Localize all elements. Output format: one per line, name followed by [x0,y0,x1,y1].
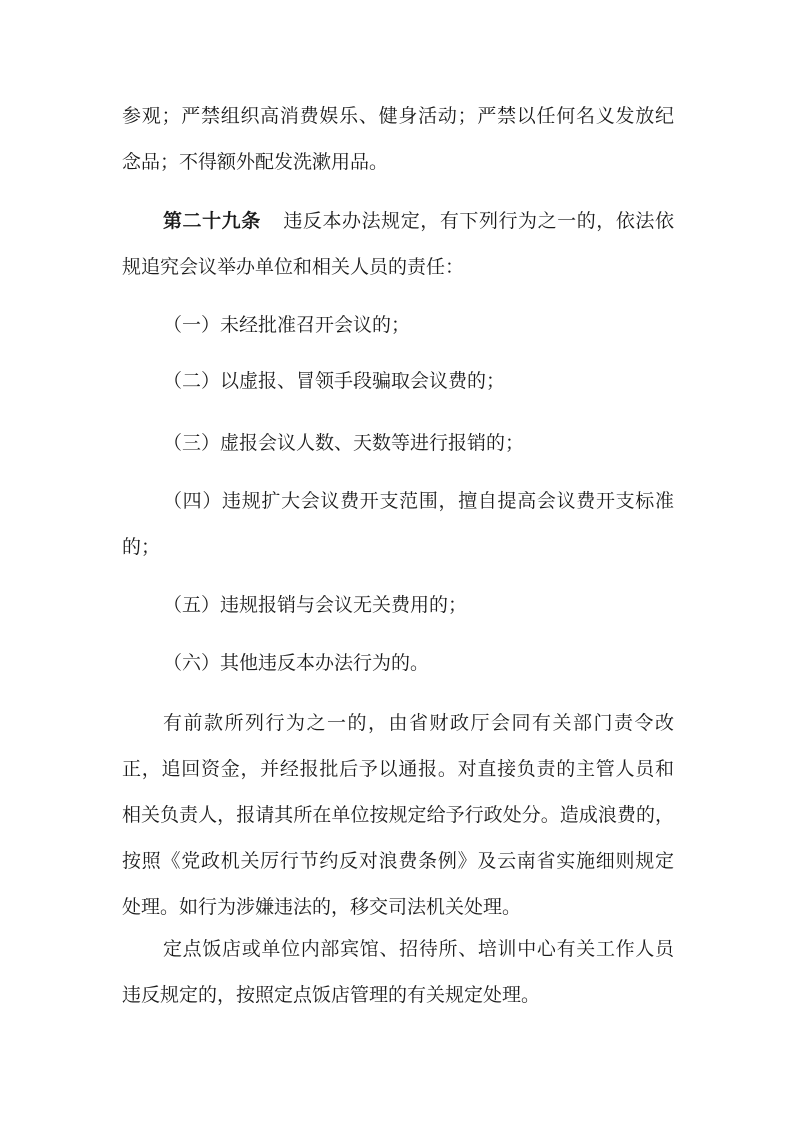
list-item-2 [122,368,674,394]
article-29-paragraph [122,208,674,280]
text-line: 正，追回资金，并经报批后予以通报。对直接负责的主管人员和 [122,758,674,780]
text-line: 定点饭店或单位内部宾馆、招待所、培训中心有关工作人员 [163,938,674,960]
penalty-paragraph [122,710,674,920]
text-line: 规追究会议举办单位和相关人员的责任： [122,256,465,278]
hotel-staff-paragraph [122,936,674,1008]
text-line: 处理。如行为涉嫌违法的，移交司法机关处理。 [122,896,522,918]
text-line: （二）以虚报、冒领手段骗取会议费的； [163,370,506,392]
text-line: （三）虚报会议人数、天数等进行报销的； [163,432,525,454]
text-line: 相关负责人，报请其所在单位按规定给予行政处分。造成浪费的， [122,804,674,826]
article-number: 第二十九条 [163,210,261,232]
list-item-3 [122,430,674,456]
text-line: 按照《党政机关厉行节约反对浪费条例》及云南省实施细则规定 [122,850,674,872]
text-line: 有前款所列行为之一的，由省财政厅会同有关部门责令改 [163,712,674,734]
text-line: （六）其他违反本办法行为的。 [163,652,430,674]
intro-paragraph [122,103,674,175]
text-line: （五）违规报销与会议无关费用的； [163,594,468,616]
text-line [122,208,674,234]
text-line: （一）未经批准召开会议的； [163,314,411,336]
list-item-6 [122,650,674,676]
list-item-4 [122,488,674,560]
text-line: （四）违规扩大会议费开支范围，擅自提高会议费开支标准 [163,490,674,512]
text-line: 参观；严禁组织高消费娱乐、健身活动；严禁以任何名义发放纪 [122,105,674,127]
text-line: 的； [122,536,161,558]
text-line: 违反规定的，按照定点饭店管理的有关规定处理。 [122,984,541,1006]
list-item-1 [122,312,674,338]
article-text: 违反本办法规定，有下列行为之一的，依法依 [282,210,674,232]
text-line: 念品；不得额外配发洗漱用品。 [122,151,389,173]
list-item-5 [122,592,674,618]
